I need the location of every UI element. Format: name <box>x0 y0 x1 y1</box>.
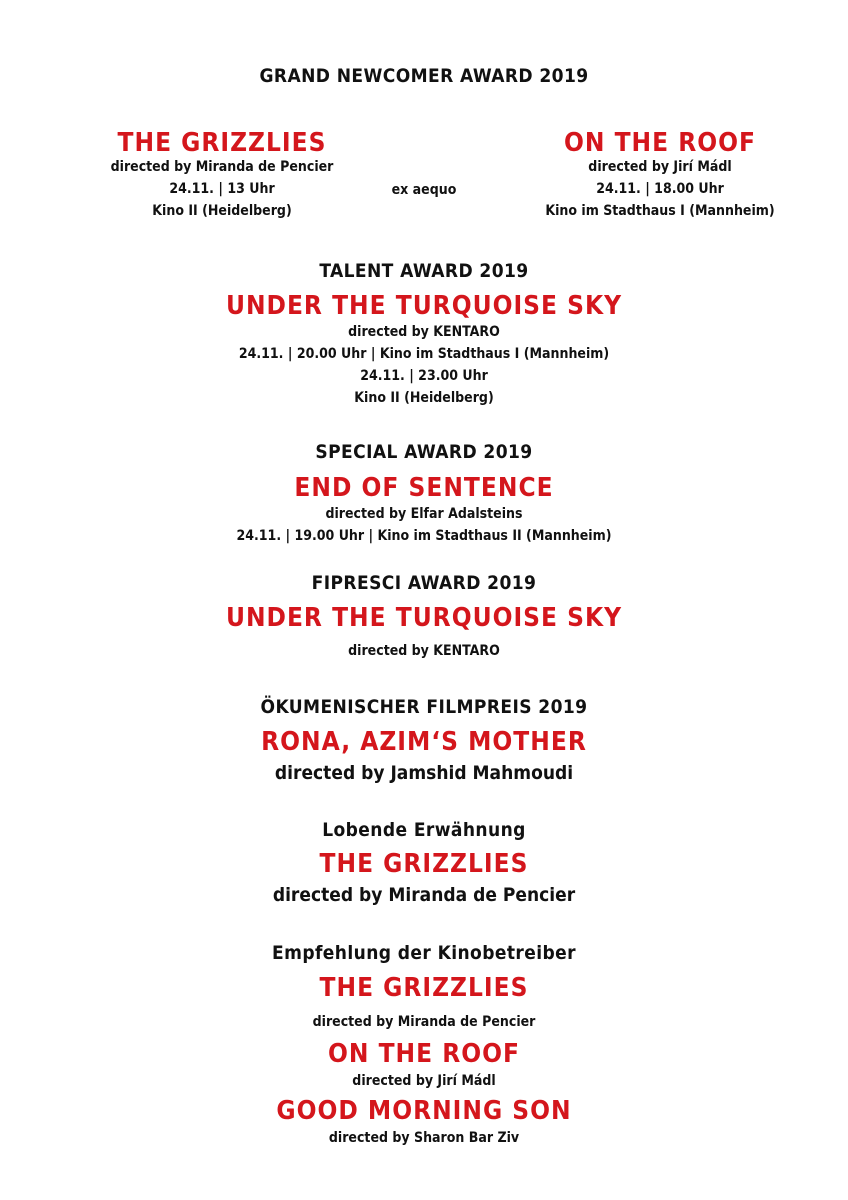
screening-venue: Kino im Stadthaus I (Mannheim) <box>545 203 775 219</box>
fipresci-film-director: directed by KENTARO <box>348 643 500 659</box>
empfehlung-heading: Empfehlung der Kinobetreiber <box>272 942 576 964</box>
talent-screening-2-venue: Kino II (Heidelberg) <box>354 390 494 406</box>
talent-film-director: directed by KENTARO <box>348 324 500 340</box>
film-title: THE GRIZZLIES <box>117 128 327 158</box>
fipresci-award-heading: FIPRESCI AWARD 2019 <box>311 572 537 594</box>
oekumenisch-film-director: directed by Jamshid Mahmoudi <box>274 762 574 784</box>
special-screening: 24.11. | 19.00 Uhr | Kino im Stadthaus II (Mannheim) <box>236 528 612 544</box>
fipresci-film-title: UNDER THE TURQUOISE SKY <box>225 603 623 633</box>
grand-newcomer-right-film <box>520 130 800 218</box>
talent-screening-1: 24.11. | 20.00 Uhr | Kino im Stadthaus I (Mannheim) <box>238 346 610 362</box>
talent-screening-2: 24.11. | 23.00 Uhr <box>360 368 488 384</box>
film-director: directed by Miranda de Pencier <box>110 159 334 175</box>
ex-aequo-label: ex aequo <box>391 182 457 198</box>
screening-date: 24.11. | 13 Uhr <box>169 181 275 197</box>
empfehlung-film-title: ON THE ROOF <box>327 1039 520 1069</box>
empfehlung-film-title: THE GRIZZLIES <box>319 973 529 1003</box>
screening-date: 24.11. | 18.00 Uhr <box>596 181 724 197</box>
film-director: directed by Jirí Mádl <box>588 159 732 175</box>
empfehlung-film-director: directed by Jirí Mádl <box>352 1073 496 1089</box>
screening-venue: Kino II (Heidelberg) <box>152 203 292 219</box>
lobende-heading: Lobende Erwähnung <box>322 819 526 841</box>
talent-award-heading: TALENT AWARD 2019 <box>319 260 529 282</box>
special-award-heading: SPECIAL AWARD 2019 <box>315 441 533 463</box>
empfehlung-film-director: directed by Sharon Bar Ziv <box>328 1130 520 1146</box>
empfehlung-film-title: GOOD MORNING SON <box>276 1096 572 1126</box>
empfehlung-film-director: directed by Miranda de Pencier <box>312 1014 536 1030</box>
special-film-director: directed by Elfar Adalsteins <box>325 506 523 522</box>
grand-newcomer-left-film <box>82 130 362 218</box>
oekumenisch-heading: ÖKUMENISCHER FILMPREIS 2019 <box>260 696 588 718</box>
grand-newcomer-heading: GRAND NEWCOMER AWARD 2019 <box>259 65 589 87</box>
lobende-film-title: THE GRIZZLIES <box>319 849 529 879</box>
oekumenisch-film-title: RONA, AZIM‘S MOTHER <box>261 727 587 757</box>
special-film-title: END OF SENTENCE <box>294 473 554 503</box>
talent-film-title: UNDER THE TURQUOISE SKY <box>225 291 623 321</box>
film-title: ON THE ROOF <box>563 128 756 158</box>
lobende-film-director: directed by Miranda de Pencier <box>272 884 576 906</box>
